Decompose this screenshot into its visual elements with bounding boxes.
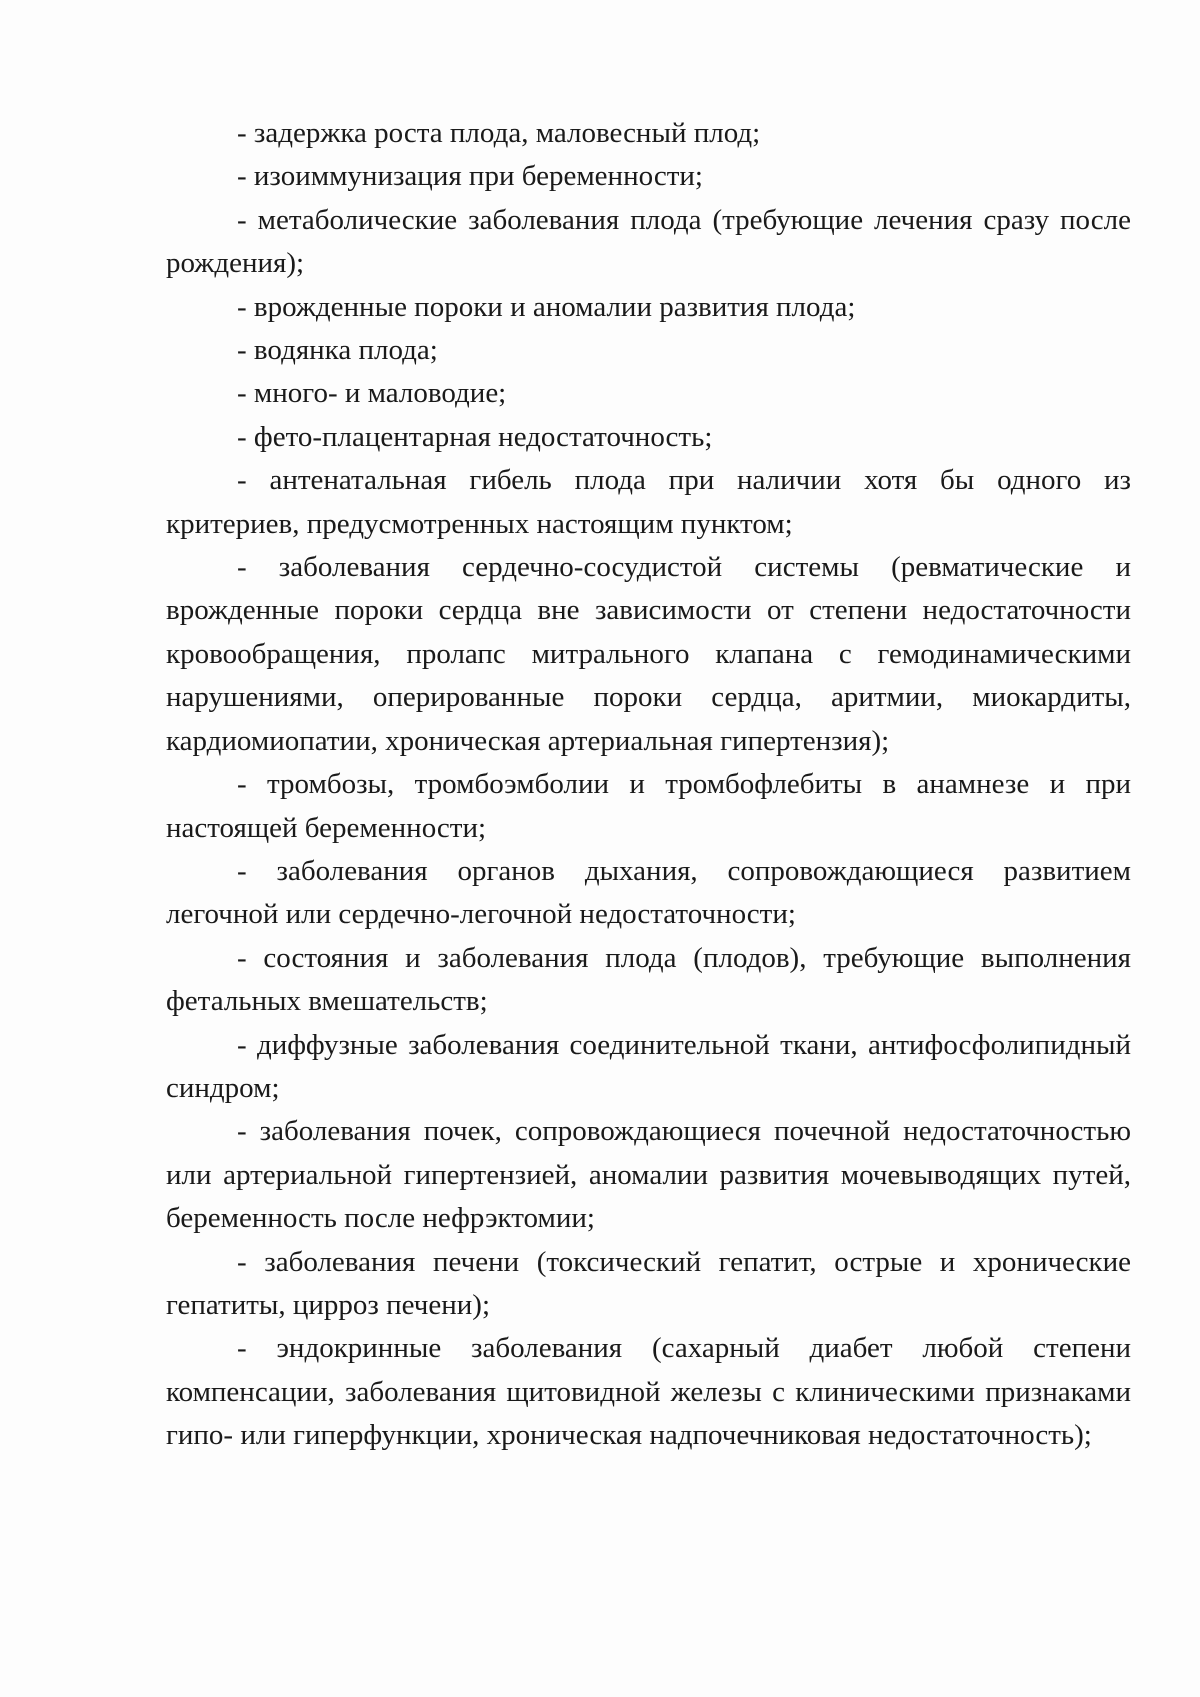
list-item: - заболевания печени (токсический гепатит, острые и хронические гепатиты, цирроз печени); — [166, 1245, 1131, 1321]
list-item: - изоиммунизация при беременности; — [237, 160, 703, 193]
document-body — [166, 112, 1131, 1458]
list-item: - заболевания органов дыхания, сопровождающиеся развитием легочной или сердечно-легочной недостаточности; — [166, 854, 1131, 931]
list-item: - состояния и заболевания плода (плодов), требующие выполнения фетальных вмешательств; — [166, 941, 1131, 1018]
list-item: - много- и маловодие; — [237, 377, 507, 410]
list-item: - заболевания сердечно-сосудистой системы (ревматические и врожденные пороки сердца вне зависимости от степени недостаточности кровообращения, пролапс митрального клапана с гемодинамическими нарушениями, оперированные пороки сердца, аритмии, миокардиты, кардиомиопатии, хроническая артериальная гипертензия); — [166, 551, 1131, 757]
list-item: - водянка плода; — [237, 334, 438, 367]
list-item: - антенатальная гибель плода при наличии хотя бы одного из критериев, предусмотренных настоящим пунктом; — [166, 464, 1131, 540]
list-item: - эндокринные заболевания (сахарный диабет любой степени компенсации, заболевания щитовидной железы с клиническими признаками гипо- или гиперфункции, хроническая надпочечниковая недостаточность); — [166, 1332, 1131, 1452]
list-item: - диффузные заболевания соединительной ткани, антифосфолипидный синдром; — [166, 1028, 1131, 1104]
list-item: - фето-плацентарная недостаточность; — [237, 420, 713, 453]
list-item: - метаболические заболевания плода (требующие лечения сразу после рождения); — [166, 203, 1131, 280]
list-item: - заболевания почек, сопровождающиеся почечной недостаточностью или артериальной гипертензией, аномалии развития мочевыводящих путей, беременность после нефрэктомии; — [166, 1115, 1131, 1235]
list-item: - задержка роста плода, маловесный плод; — [237, 117, 761, 149]
list-item: - тромбозы, тромбоэмболии и тромбофлебиты в анамнезе и при настоящей беременности; — [166, 768, 1131, 844]
list-item: - врожденные пороки и аномалии развития плода; — [237, 290, 856, 323]
